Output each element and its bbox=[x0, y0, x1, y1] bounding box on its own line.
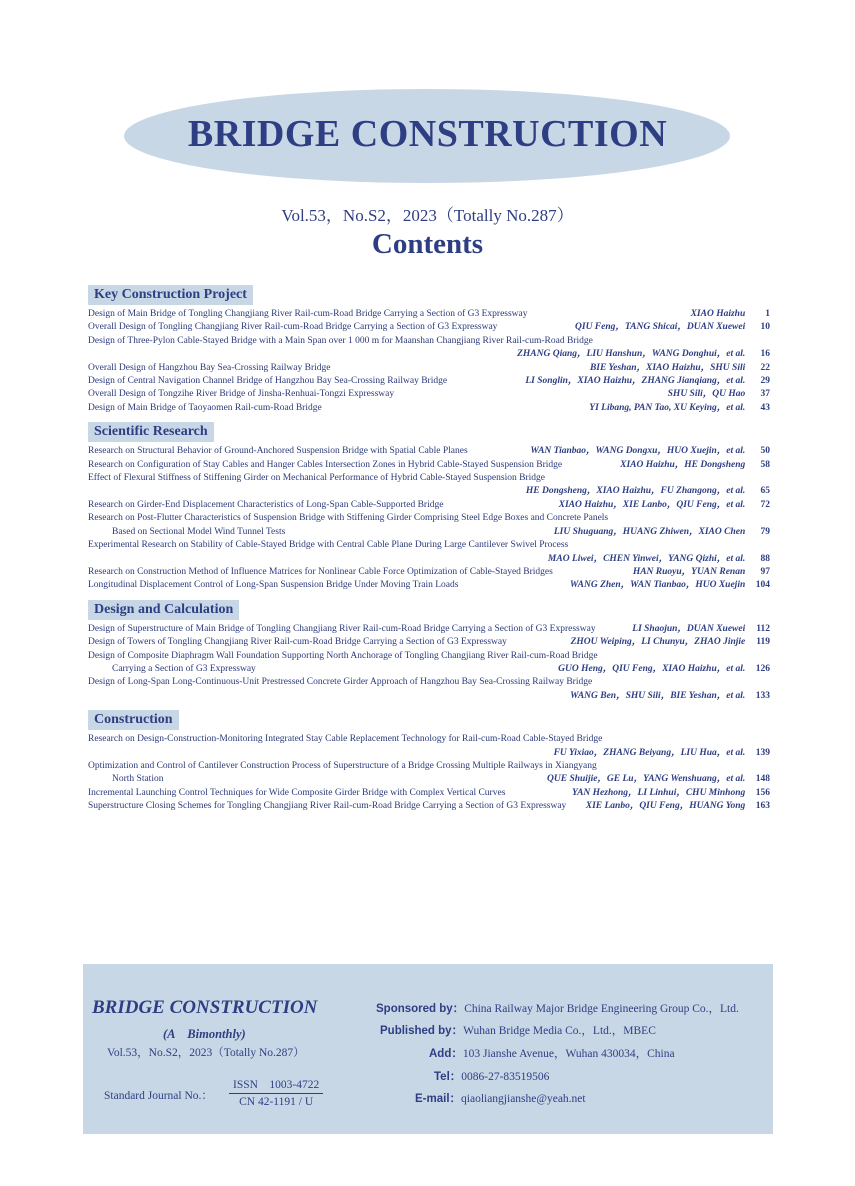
entry-title: Research on Design-Construction-Monitoring Integrated Stay Cable Replacement Technology for Rail-cum-Road Cable-Stayed Bridge bbox=[88, 734, 603, 745]
entry-title: Effect of Flexural Stiffness of Stiffening Girder on Mechanical Performance of Hybrid Cable-Stayed Suspension Bridge bbox=[88, 473, 545, 484]
toc-entry[interactable] bbox=[88, 321, 770, 334]
volume-line: Vol.53，No.S2，2023（Totally No.287） bbox=[281, 206, 574, 225]
entry-authors: YAN Hezhong，LI Linhui，CHU Minhong bbox=[572, 787, 746, 798]
toc-entry[interactable] bbox=[88, 459, 770, 472]
sponsored-value: China Railway Major Bridge Engineering Group Co.，Ltd. bbox=[464, 1003, 739, 1015]
toc-entry[interactable] bbox=[88, 375, 770, 388]
entry-title: Design of Superstructure of Main Bridge of Tongling Changjiang River Rail-cum-Road Bridge Carrying a Section of G3 Expressway bbox=[88, 623, 596, 634]
section-heading: Construction bbox=[88, 710, 179, 730]
entry-page-number: 10 bbox=[760, 322, 770, 333]
contents-heading: Contents bbox=[371, 228, 484, 260]
entry-authors: ZHANG Qiang，LIU Hanshun，WANG Donghui，et al. bbox=[517, 349, 746, 360]
footer-volume-line: Vol.53，No.S2，2023（Totally No.287） bbox=[107, 1047, 305, 1059]
entry-title: Design of Main Bridge of Tongling Changjiang River Rail-cum-Road Bridge Carrying a Section of G3 Expressway bbox=[88, 309, 528, 319]
toc-entry[interactable] bbox=[88, 388, 770, 401]
entry-authors: XIAO Haizhu，HE Dongsheng bbox=[620, 459, 746, 470]
entry-title: Design of Main Bridge of Taoyaomen Rail-cum-Road Bridge bbox=[88, 402, 322, 413]
entry-authors: YI Libang, PAN Tao, XU Keying，et al. bbox=[589, 402, 746, 413]
entry-title: Superstructure Closing Schemes for Tongling Changjiang River Rail-cum-Road Bridge Carrying a Section of G3 Expressway bbox=[88, 801, 567, 812]
published-label: Published by： bbox=[380, 1025, 464, 1037]
toc-entry[interactable] bbox=[88, 499, 770, 512]
entry-page-number: 22 bbox=[760, 362, 770, 373]
entry-title: Research on Structural Behavior of Ground-Anchored Suspension Bridge with Spatial Cable Planes bbox=[88, 446, 468, 457]
telephone bbox=[434, 1068, 549, 1084]
entry-title: Research on Post-Flutter Characteristics of Suspension Bridge with Stiffening Girder Comprising Steel Edge Boxes and Concrete Panels bbox=[88, 513, 609, 524]
section-heading: Key Construction Project bbox=[88, 285, 253, 305]
toc-entry[interactable] bbox=[88, 760, 770, 787]
toc-entry[interactable] bbox=[88, 636, 770, 649]
entry-page-number: 72 bbox=[760, 499, 770, 510]
entry-page-number: 79 bbox=[760, 526, 770, 537]
entry-page-number: 104 bbox=[755, 580, 770, 591]
toc-entry[interactable] bbox=[88, 800, 770, 813]
section-heading: Design and Calculation bbox=[88, 600, 239, 620]
toc-entry[interactable] bbox=[88, 539, 770, 566]
toc-section bbox=[88, 600, 770, 703]
entry-page-number: 50 bbox=[760, 446, 770, 457]
entry-authors: WANG Ben，SHU Sili，BIE Yeshan，et al. bbox=[570, 690, 746, 701]
entry-page-number: 16 bbox=[760, 349, 770, 360]
entry-page-number: 163 bbox=[755, 801, 770, 812]
entry-page-number: 29 bbox=[760, 376, 770, 387]
entry-authors: WAN Tianbao，WANG Dongxu，HUO Xuejin，et al. bbox=[530, 446, 746, 457]
toc-entry[interactable] bbox=[88, 650, 770, 677]
footer-frequency: (A Bimonthly) bbox=[163, 1027, 246, 1041]
published-by bbox=[380, 1022, 656, 1038]
entry-authors: MAO Liwei，CHEN Yinwei，YANG Qizhi，et al. bbox=[547, 553, 746, 564]
entry-authors: BIE Yeshan，XIAO Haizhu，SHU Sili bbox=[589, 362, 746, 373]
toc-entry[interactable] bbox=[88, 566, 770, 579]
section-heading: Scientific Research bbox=[88, 422, 214, 442]
entry-page-number: 88 bbox=[760, 553, 770, 564]
toc-entry[interactable] bbox=[88, 445, 770, 458]
entry-page-number: 65 bbox=[760, 486, 770, 497]
table-of-contents bbox=[88, 285, 770, 821]
tel-label: Tel： bbox=[434, 1071, 462, 1083]
entry-authors: ZHOU Weiping，LI Chunyu，ZHAO Jinjie bbox=[570, 637, 746, 648]
entry-title: Carrying a Section of G3 Expressway bbox=[112, 663, 256, 674]
entry-page-number: 133 bbox=[755, 690, 770, 701]
entry-title: Design of Central Navigation Channel Bridge of Hangzhou Bay Sea-Crossing Railway Bridge bbox=[88, 376, 448, 387]
entry-authors: FU Yixiao，ZHANG Beiyang，LIU Hua，et al. bbox=[553, 747, 746, 758]
entry-title: Design of Long-Span Long-Continuous-Unit Prestressed Concrete Girder Approach of Hangzhou Bay Sea-Crossing Railway Bridge bbox=[88, 677, 593, 688]
toc-section bbox=[88, 710, 770, 813]
entry-authors: LI Shaojun，DUAN Xuewei bbox=[632, 623, 746, 634]
toc-entry[interactable] bbox=[88, 676, 770, 703]
entry-authors: GUO Heng，QIU Feng，XIAO Haizhu，et al. bbox=[558, 663, 746, 674]
entry-title: Overall Design of Tongzihe River Bridge of Jinsha-Renhuai-Tongzi Expressway bbox=[88, 389, 395, 400]
entry-page-number: 112 bbox=[756, 623, 770, 634]
entry-title: Design of Towers of Tongling Changjiang River Rail-cum-Road Bridge Carrying a Section of G3 Expressway bbox=[88, 637, 507, 648]
email-value[interactable]: qiaoliangjianshe@yeah.net bbox=[461, 1093, 586, 1105]
entry-authors: HE Dongsheng，XIAO Haizhu，FU Zhangong，et al. bbox=[525, 486, 746, 497]
entry-page-number: 139 bbox=[755, 747, 770, 758]
standard-journal-numbers bbox=[229, 1076, 323, 1108]
entry-page-number: 126 bbox=[755, 663, 770, 674]
toc-entry[interactable] bbox=[88, 579, 770, 592]
entry-title: Research on Configuration of Stay Cables and Hanger Cables Intersection Zones in Hybrid Cable-Stayed Suspension Bridge bbox=[88, 459, 563, 470]
entry-authors: LI Songlin，XIAO Haizhu，ZHANG Jianqiang，et al. bbox=[525, 376, 746, 387]
entry-page-number: 148 bbox=[755, 774, 770, 785]
entry-title: Overall Design of Tongling Changjiang River Rail-cum-Road Bridge Carrying a Section of G3 Expressway bbox=[88, 322, 498, 333]
entry-title: North Station bbox=[112, 774, 164, 785]
standard-journal-label: Standard Journal No.： bbox=[104, 1090, 213, 1102]
entry-page-number: 119 bbox=[756, 637, 770, 648]
address-label: Add： bbox=[429, 1048, 463, 1060]
entry-authors: WANG Zhen，WAN Tianbao，HUO Xuejin bbox=[569, 580, 746, 591]
entry-authors: SHU Sili，QU Hao bbox=[667, 389, 746, 400]
published-value: Wuhan Bridge Media Co.，Ltd.，MBEC bbox=[463, 1025, 656, 1037]
toc-section bbox=[88, 422, 770, 592]
footer-journal-title: BRIDGE CONSTRUCTION bbox=[92, 997, 318, 1018]
sponsored-label: Sponsored by： bbox=[376, 1003, 465, 1015]
toc-entry[interactable] bbox=[88, 787, 770, 800]
journal-info-panel bbox=[83, 964, 773, 1134]
entry-authors: HAN Ruoyu，YUAN Renan bbox=[632, 566, 746, 577]
entry-page-number: 156 bbox=[755, 787, 770, 798]
toc-entry[interactable] bbox=[88, 335, 770, 362]
toc-section bbox=[88, 285, 770, 415]
entry-authors: XIAO Haizhu，XIE Lanbo，QIU Feng，et al. bbox=[558, 499, 746, 510]
journal-title: BRIDGE CONSTRUCTION bbox=[187, 113, 668, 155]
entry-title: Overall Design of Hangzhou Bay Sea-Crossing Railway Bridge bbox=[88, 362, 331, 373]
email bbox=[415, 1090, 586, 1106]
entry-title: Longitudinal Displacement Control of Long-Span Suspension Bridge Under Moving Train Loads bbox=[88, 580, 459, 591]
entry-authors: QUE Shuijie，GE Lu，YANG Wenshuang，et al. bbox=[547, 774, 746, 785]
toc-entry[interactable] bbox=[88, 623, 770, 636]
entry-title: Research on Girder-End Displacement Characteristics of Long-Span Cable-Supported Bridge bbox=[88, 499, 444, 510]
entry-page-number: 1 bbox=[765, 309, 770, 319]
email-label: E-mail： bbox=[415, 1093, 462, 1105]
entry-title: Based on Sectional Model Wind Tunnel Tests bbox=[112, 526, 286, 537]
entry-authors: XIAO Haizhu bbox=[690, 309, 746, 319]
sponsored-by bbox=[376, 1000, 739, 1016]
entry-authors: XIE Lanbo，QIU Feng，HUANG Yong bbox=[585, 801, 746, 812]
toc-entry[interactable] bbox=[88, 733, 770, 760]
entry-page-number: 43 bbox=[760, 402, 770, 413]
toc-entry[interactable] bbox=[88, 512, 770, 539]
entry-title: Design of Composite Diaphragm Wall Foundation Supporting North Anchorage of Tongling Changjiang River Rail-cum-Road Bridge bbox=[88, 650, 598, 661]
address-value: 103 Jianshe Avenue，Wuhan 430034，China bbox=[462, 1048, 675, 1060]
entry-title: Design of Three-Pylon Cable-Stayed Bridge with a Main Span over 1 000 m for Maanshan Changjiang River Rail-cum-Road Bridge bbox=[88, 335, 593, 346]
entry-page-number: 58 bbox=[760, 459, 770, 470]
toc-entry[interactable] bbox=[88, 308, 770, 321]
entry-title: Incremental Launching Control Techniques for Wide Composite Girder Bridge with Complex Vertical Curves bbox=[88, 787, 506, 798]
entry-title: Optimization and Control of Cantilever Construction Process of Superstructure of a Bridge Crossing Multiple Railways in Xiangyang bbox=[88, 760, 597, 771]
entry-page-number: 37 bbox=[760, 389, 770, 400]
toc-entry[interactable] bbox=[88, 362, 770, 375]
cn-number: CN 42-1191 / U bbox=[239, 1096, 314, 1108]
entry-authors: QIU Feng，TANG Shicai，DUAN Xuewei bbox=[575, 322, 746, 333]
toc-entry[interactable] bbox=[88, 472, 770, 499]
entry-title: Research on Construction Method of Influence Matrices for Nonlinear Cable Force Optimization of Cable-Stayed Bridges bbox=[88, 566, 553, 577]
entry-authors: LIU Shuguang，HUANG Zhiwen，XIAO Chen bbox=[553, 526, 746, 537]
tel-value: 0086-27-83519506 bbox=[461, 1071, 550, 1083]
entry-page-number: 97 bbox=[760, 566, 770, 577]
entry-title: Experimental Research on Stability of Cable-Stayed Bridge with Central Cable Plane During Large Cantilever Swivel Process bbox=[88, 540, 569, 551]
toc-entry[interactable] bbox=[88, 402, 770, 415]
issn-number: ISSN 1003-4722 bbox=[229, 1076, 323, 1094]
address bbox=[429, 1045, 675, 1061]
